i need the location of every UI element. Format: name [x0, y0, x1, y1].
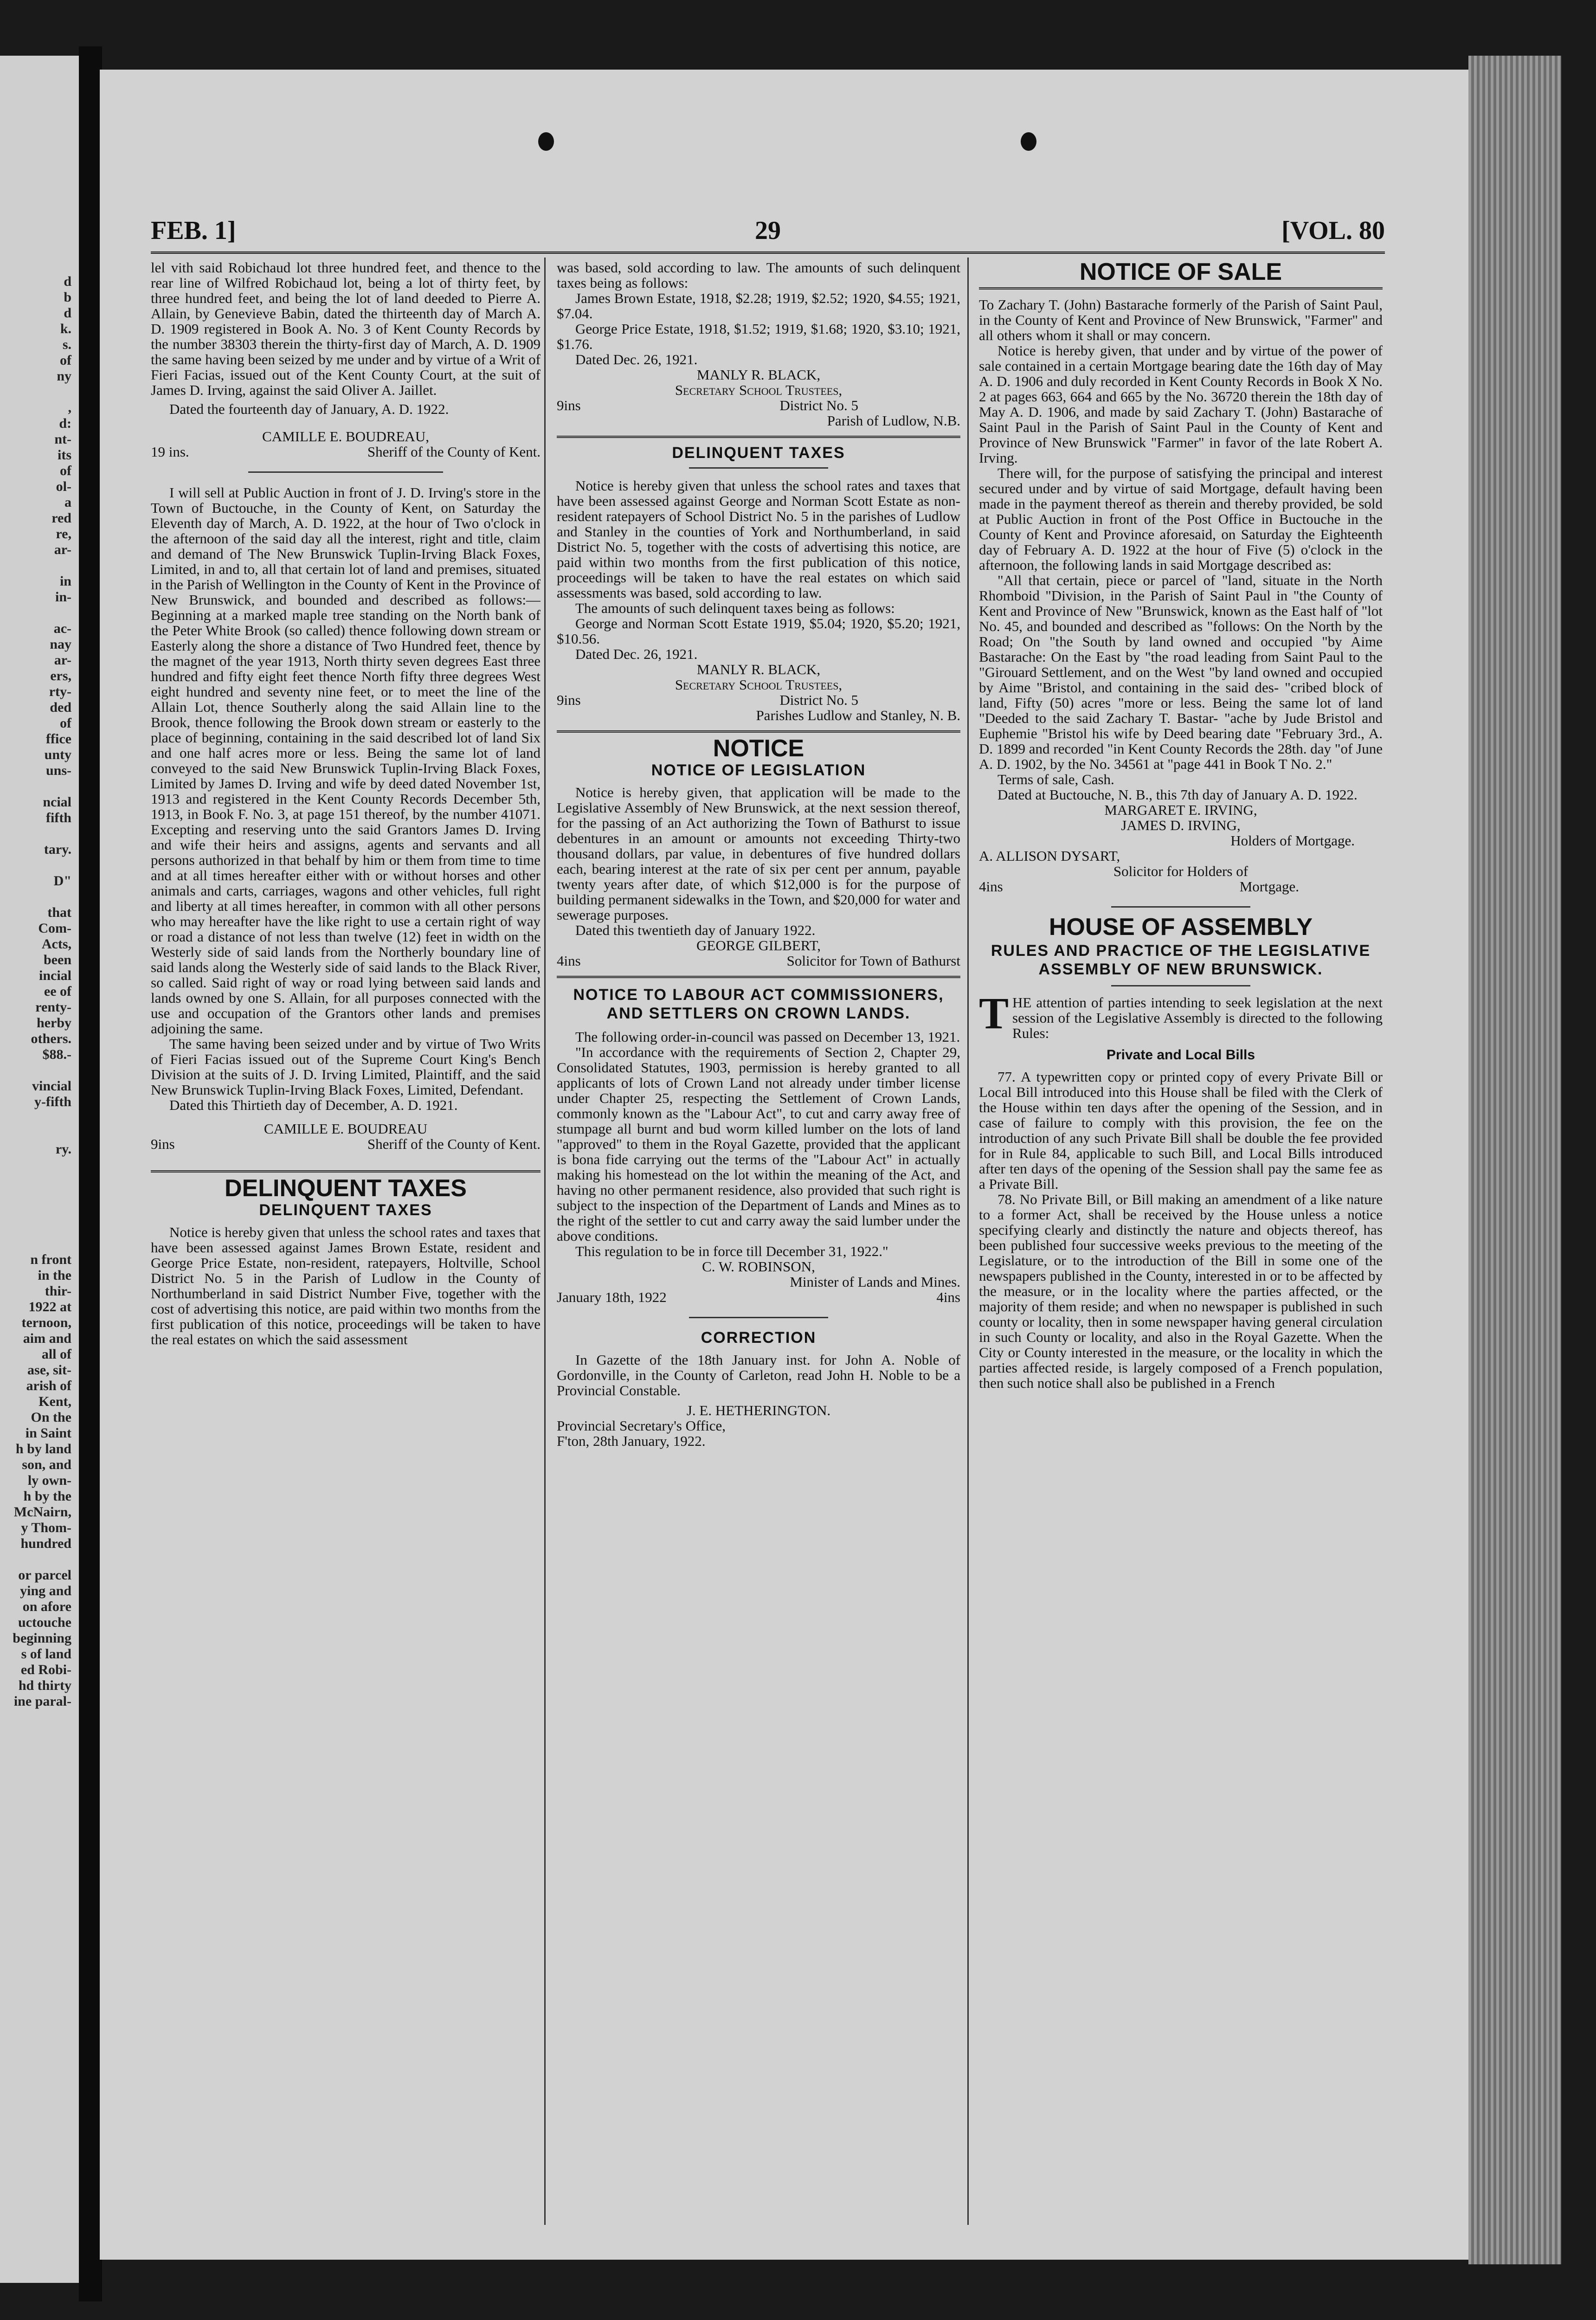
- signature-title: Solicitor for Town of Bathurst: [786, 953, 960, 969]
- adjacent-text-fragment: [0, 558, 79, 574]
- adjacent-text-fragment: s of land: [21, 1646, 71, 1662]
- paragraph: Notice is hereby given that unless the school rates and taxes that have been assessed against James Brown Estate, resident and George Price Estate, non-resident, ratepayers, Holtville, School District No. 5 in the Parish of Ludlow in the County of Northumberland in said District Number Five, together with the cost of advertising this notice, are paid within two months from the first publication of this notice, proceedings will be taken to have the real estates on which the said assessment: [151, 1224, 541, 1347]
- adjacent-text-fragment: unty: [44, 747, 71, 762]
- subheading: RULES AND PRACTICE OF THE LEGISLATIVE ASSEMBLY OF NEW BRUNSWICK.: [991, 942, 1371, 978]
- adjacent-text-fragment: ar-: [54, 542, 71, 557]
- signature-title: Mortgage.: [1239, 878, 1299, 895]
- adjacent-text-fragment: [0, 384, 79, 400]
- signature-name: J. E. HETHERINGTON.: [686, 1402, 831, 1418]
- signature-line: [557, 1289, 960, 1305]
- insertion-count: 9ins: [151, 1136, 175, 1152]
- divider: [557, 730, 960, 733]
- adjacent-text-fragment: ,: [68, 400, 71, 415]
- divider: [248, 471, 443, 473]
- adjacent-text-fragment: d: [64, 305, 71, 321]
- signature-date: F'ton, 28th January, 1922.: [557, 1433, 706, 1449]
- adjacent-text-fragment: re,: [56, 526, 71, 541]
- signature-name: C. W. ROBINSON,: [702, 1258, 815, 1275]
- signature-name: A. ALLISON DYSART,: [979, 848, 1120, 864]
- adjacent-text-fragment: others.: [31, 1031, 71, 1046]
- paragraph: 77. A typewritten copy or printed copy of every Private Bill or Local Bill introduced into this House shall be filed with the Clerk of the House within ten days after the opening of the Session, and in case of failure to comply with this provision, the fee on the introduction of any such Private Bill shall be double the fee provided for in Rule 84, applicable to such Bill, and Local Bills introduced after ten days of the opening of the Session shall pay the same fee as a Private Bill.: [979, 1069, 1383, 1192]
- adjacent-text-fragment: of: [60, 353, 71, 368]
- adjacent-text-fragment: ternoon,: [21, 1315, 71, 1330]
- signature-date: January 18th, 1922: [557, 1289, 667, 1305]
- adjacent-text-fragment: [0, 605, 79, 621]
- signature-district: District No. 5: [779, 692, 858, 708]
- adjacent-text-fragment: herby: [37, 1015, 71, 1031]
- adjacent-text-fragment: h by land: [15, 1441, 71, 1456]
- signature-name: CAMILLE E. BOUDREAU,: [262, 428, 429, 445]
- adjacent-text-fragment: [0, 1157, 79, 1173]
- adjacent-text-fragment: [0, 889, 79, 905]
- adjacent-text-fragment: incial: [39, 968, 71, 983]
- signature-line: [979, 879, 1383, 894]
- page-header: [151, 216, 1385, 248]
- adjacent-text-fragment: ol-: [56, 479, 71, 494]
- adjacent-text-fragment: hundred: [20, 1536, 71, 1551]
- adjacent-text-fragment: in: [59, 574, 71, 589]
- section-heading: DELINQUENT TAXES: [225, 1175, 467, 1202]
- adjacent-text-fragment: Kent,: [39, 1394, 71, 1409]
- signature-name: MANLY R. BLACK,: [696, 661, 821, 677]
- subheading: DELINQUENT TAXES: [259, 1201, 432, 1219]
- signature-title: Holders of Mortgage.: [1230, 832, 1355, 849]
- divider: [557, 436, 960, 438]
- divider: [1111, 985, 1250, 986]
- adjacent-text-fragment: or parcel: [18, 1567, 71, 1583]
- adjacent-text-fragment: ase, sit-: [27, 1362, 71, 1378]
- adjacent-text-fragment: Com-: [38, 921, 71, 936]
- punch-hole: [538, 132, 554, 151]
- adjacent-text-fragment: uctouche: [18, 1615, 71, 1630]
- signature-title: Secretary School Trustees,: [675, 677, 843, 693]
- paragraph: The following order-in-council was passed on December 13, 1921.: [575, 1029, 960, 1045]
- subheading: Private and Local Bills: [1106, 1047, 1255, 1063]
- paragraph: Dated at Buctouche, N. B., this 7th day of January A. D. 1922.: [998, 786, 1358, 803]
- column-2: [557, 260, 960, 2223]
- adjacent-text-fragment: ed Robi-: [20, 1662, 71, 1677]
- adjacent-text-fragment: ee of: [44, 984, 71, 999]
- signature-line: [557, 398, 960, 413]
- adjacent-text-fragment: in the: [38, 1268, 71, 1283]
- adjacent-text-fragment: [0, 1205, 79, 1220]
- paragraph: Dated this Thirtieth day of December, A. D. 1921.: [169, 1097, 458, 1113]
- column-1: [151, 260, 541, 2223]
- adjacent-page-fragment: [0, 56, 79, 2283]
- adjacent-text-fragment: ry.: [55, 1141, 71, 1157]
- paragraph: 78. No Private Bill, or Bill making an amendment of a like nature to a former Act, shall be received by the House unless a notice specifying clearly and distinctly the nature and objects thereof, has been published four successive weeks previous to the meeting of the Legislature, or to the introduction of the Bill in some one of the newspapers published in the County, interested in or to be affected by the measure, or in the locality where the parties affected, or the majority of them reside; and when no newspaper is published in such county or locality, then in some newspaper having general circulation in such County or locality, and also in the Royal Gazette. When the City or County interested in the measure, or the locality in which the parties affected reside, is largely composed of a French population, then such notice shall also be published in a French: [979, 1191, 1383, 1391]
- adjacent-text-fragment: ying and: [20, 1583, 71, 1598]
- adjacent-text-fragment: ncial: [43, 794, 71, 810]
- adjacent-text-fragment: 1922 at: [28, 1299, 71, 1315]
- adjacent-text-fragment: n front: [30, 1252, 71, 1267]
- adjacent-text-fragment: [0, 1126, 79, 1141]
- adjacent-text-fragment: ffice: [46, 731, 71, 747]
- adjacent-text-fragment: aim and: [23, 1331, 71, 1346]
- paragraph: There will, for the purpose of satisfying the principal and interest secured under and by virtue of said Mortgage, default having been made in the payment thereof as therein and thereby provided, be sold at Public Auction in front of the Post Office in Buctouche in the County of Kent and Province aforesaid, on Saturday the Eighteenth day of February A. D. 1922 at the hour of Five (5) o'clock in the afternoon, the following lands in said Mortgage described as:: [979, 465, 1383, 573]
- adjacent-text-fragment: y Thom-: [21, 1520, 71, 1535]
- insertion-count: 19 ins.: [151, 444, 189, 460]
- adjacent-text-fragment: ar-: [54, 652, 71, 668]
- adjacent-text-fragment: McNairn,: [13, 1504, 71, 1520]
- binding-gutter: [79, 46, 102, 2301]
- adjacent-text-fragment: [0, 857, 79, 873]
- adjacent-text-fragment: b: [64, 290, 71, 305]
- adjacent-text-fragment: [0, 826, 79, 842]
- paragraph: To Zachary T. (John) Bastarache formerly of the Parish of Saint Paul, in the County of Kent and Province of New Brunswick, "Farmer" and all others whom it shall or may concern.: [979, 296, 1383, 343]
- adjacent-text-fragment: y-fifth: [34, 1094, 71, 1109]
- adjacent-text-fragment: son, and: [22, 1457, 71, 1472]
- adjacent-text-fragment: arish of: [26, 1378, 71, 1393]
- signature-title: Secretary School Trustees,: [675, 382, 843, 398]
- adjacent-text-fragment: renty-: [35, 999, 71, 1015]
- paragraph: Dated Dec. 26, 1921.: [575, 351, 698, 367]
- paragraph: This regulation to be in force till December 31, 1922.": [575, 1243, 888, 1259]
- insertion-count: 4ins: [979, 878, 1003, 895]
- paragraph: was based, sold according to law. The amounts of such delinquent taxes being as follows:: [557, 260, 960, 291]
- adjacent-text-fragment: [0, 1173, 79, 1189]
- divider: [557, 976, 960, 978]
- signature-parish: Parish of Ludlow, N.B.: [827, 412, 960, 429]
- insertion-count: 4ins: [557, 953, 581, 969]
- divider: [151, 1170, 541, 1173]
- header-rule: [151, 251, 1385, 254]
- signature-name: JAMES D. IRVING,: [1121, 817, 1241, 833]
- adjacent-text-fragment: tary.: [44, 842, 71, 857]
- adjacent-text-fragment: rty-: [49, 684, 71, 699]
- adjacent-text-fragment: [0, 779, 79, 794]
- adjacent-text-fragment: d: [64, 274, 71, 289]
- paragraph: Notice is hereby given, that application will be made to the Legislative Assembly of New Brunswick, at the next session thereof, for the passing of an Act authorizing the Town of Bathurst to issue debentures in an amount or amounts not exceeding Thirty-two thousand dollars, par value, in debentures of five hundred dollars each, bearing interest at the rate of six per cent per annum, payable twenty years after date, of which $12,000 is for the purpose of building permanent sidewalks in the Town, and $20,000 for water and sewerage purposes.: [557, 784, 960, 923]
- signature-title: Provincial Secretary's Office,: [557, 1418, 726, 1434]
- adjacent-text-fragment: [0, 1220, 79, 1236]
- adjacent-text-fragment: been: [44, 952, 71, 967]
- adjacent-text-fragment: red: [51, 510, 71, 526]
- adjacent-text-fragment: fifth: [46, 810, 71, 825]
- signature-name: MARGARET E. IRVING,: [1104, 802, 1257, 818]
- newspaper-page: [100, 70, 1468, 2260]
- signature-district: District No. 5: [779, 397, 858, 413]
- paragraph: HE attention of parties intending to seek legislation at the next session of the Legislative Assembly is directed to the following Rules:: [1012, 994, 1383, 1041]
- adjacent-text-fragment: of: [60, 715, 71, 731]
- subheading: DELINQUENT TAXES: [672, 444, 845, 462]
- adjacent-text-fragment: thir-: [45, 1283, 71, 1299]
- adjacent-text-fragment: beginning: [13, 1630, 71, 1646]
- signature-line: [151, 1136, 541, 1152]
- adjacent-text-fragment: ny: [57, 368, 71, 384]
- adjacent-text-fragment: in Saint: [25, 1425, 71, 1441]
- adjacent-text-fragment: [0, 1110, 79, 1126]
- subheading: NOTICE TO LABOUR ACT COMMISSIONERS, AND SETTLERS ON CROWN LANDS.: [573, 986, 944, 1022]
- adjacent-text-fragment: s.: [62, 337, 71, 352]
- adjacent-text-fragment: that: [47, 905, 71, 920]
- column-3: [979, 260, 1383, 2223]
- adjacent-text-fragment: ers,: [50, 668, 71, 683]
- adjacent-text-fragment: ly own-: [27, 1473, 71, 1488]
- adjacent-text-fragment: uns-: [45, 763, 71, 778]
- page-number: 29: [755, 216, 781, 245]
- paragraph: The amounts of such delinquent taxes being as follows:: [575, 600, 895, 616]
- adjacent-text-fragment: a: [64, 495, 71, 510]
- insertion-count: 4ins: [936, 1289, 960, 1305]
- adjacent-text-fragment: D": [53, 873, 71, 889]
- subheading: NOTICE OF LEGISLATION: [651, 761, 866, 779]
- paragraph: George Price Estate, 1918, $1.52; 1919, $1.68; 1920, $3.10; 1921, $1.76.: [557, 321, 960, 352]
- adjacent-text-fragment: k.: [60, 321, 71, 336]
- adjacent-text-fragment: of: [60, 463, 71, 478]
- adjacent-text-fragment: vincial: [32, 1078, 71, 1094]
- column-divider: [544, 258, 546, 2225]
- adjacent-text-fragment: [0, 1189, 79, 1205]
- header-volume: [VOL. 80: [1281, 216, 1385, 245]
- insertion-count: 9ins: [557, 397, 581, 413]
- adjacent-text-fragment: [0, 1236, 79, 1252]
- signature-line: [557, 692, 960, 708]
- insertion-count: 9ins: [557, 692, 581, 708]
- adjacent-text-fragment: ine paral-: [13, 1694, 71, 1709]
- signature-title: Solicitor for Holders of: [1113, 863, 1248, 879]
- paragraph: Terms of sale, Cash.: [998, 771, 1114, 787]
- paragraph: "In accordance with the requirements of Section 2, Chapter 29, Consolidated Statutes, 1903, permission is hereby granted to all applicants of lots of Crown Land not already under timber license under Chapter 25, respecting the Settlement of Crown Lands, commonly known as the "Labour Act", to cut and carry away free of stumpage all burnt and bud worm killed lumber on the lots of land "approved" to them in the Royal Gazette, provided that the applicant is bona fide carrying out the terms of the "Labour Act" in actually making his homestead on the lot within the meaning of the Act, and having no other permanent residence, also provided that such right is subject to the inspection of the Department of Lands and Mines as to the right of the settler to cut and carry away the said lumber under the above conditions.: [557, 1044, 960, 1244]
- adjacent-text-fragment: in-: [55, 589, 71, 605]
- adjacent-text-fragment: [0, 1552, 79, 1567]
- column-divider: [967, 258, 969, 2225]
- signature-title: Sheriff of the County of Kent.: [367, 444, 541, 460]
- signature-line: [151, 444, 541, 459]
- paragraph: Dated this twentieth day of January 1922.: [575, 922, 816, 938]
- paragraph: James Brown Estate, 1918, $2.28; 1919, $2.52; 1920, $4.55; 1921, $7.04.: [557, 290, 960, 322]
- signature-name: CAMILLE E. BOUDREAU: [264, 1121, 428, 1137]
- paragraph: George and Norman Scott Estate 1919, $5.04; 1920, $5.20; 1921, $10.56.: [557, 615, 960, 647]
- adjacent-text-fragment: all of: [41, 1347, 71, 1362]
- section-heading: HOUSE OF ASSEMBLY: [1049, 914, 1313, 941]
- adjacent-text-fragment: [0, 1063, 79, 1078]
- adjacent-text-fragment: On the: [31, 1410, 71, 1425]
- paragraph: "All that certain, piece or parcel of "land, situate in the North Rhomboid "Division, in the Parish of Saint Paul in "the County of Kent and Province of New "Brunswick, known as the East half of "lot No. 45, and bounded and described as "follows: On the North by the Road; On "the South by land owned and occupied "by Aime Bastarache: On the East by "the road leading from Saint Paul to the "Girouard Settlement, and on the West "by land owned and occupied by Aime "Bristol, and containing in the said des- "cribed block of land, Fifty (50) acres "more or less. Being the same lot of land "Deeded to the said Zachary T. Bastar- "ache by Jude Bristol and Euphemie "Bristol his wife by Deed bearing date "February 3rd., A. D. 1899 and recorded "in Kent County Records the 28th. day "of June A. D. 1902, by the No. 34561 at "page 441 in Book T No. 2.": [979, 572, 1383, 772]
- adjacent-text-fragment: d:: [59, 416, 71, 431]
- divider: [689, 1317, 828, 1318]
- adjacent-text-fragment: its: [58, 447, 71, 463]
- divider: [689, 467, 828, 469]
- divider: [1111, 906, 1250, 908]
- signature-parish: Parishes Ludlow and Stanley, N. B.: [756, 707, 960, 723]
- section-heading: NOTICE OF SALE: [1079, 260, 1282, 285]
- header-date: FEB. 1]: [151, 216, 236, 245]
- adjacent-text-fragment: $88.-: [42, 1047, 71, 1062]
- drop-cap: T: [979, 988, 1009, 1038]
- paragraph: Notice is hereby given that unless the school rates and taxes that have been assessed against George and Norman Scott Estate as non-resident ratepayers of School District No. 5 in the parishes of Ludlow and Stanley in the counties of York and Northumberland, in said District No. 5, together with the costs of advertising this notice, are paid within two months from the first publication of this notice, proceedings will be taken to have the real estates on which said assessments was based, sold according to law.: [557, 477, 960, 601]
- signature-title: Minister of Lands and Mines.: [790, 1274, 960, 1290]
- signature-name: MANLY R. BLACK,: [696, 367, 821, 383]
- adjacent-text-fragment: nt-: [54, 432, 71, 447]
- section-heading: NOTICE: [713, 735, 804, 762]
- adjacent-text-fragment: nay: [50, 637, 71, 652]
- adjacent-text-fragment: ac-: [53, 621, 71, 636]
- signature-title: Sheriff of the County of Kent.: [367, 1136, 541, 1152]
- subheading: CORRECTION: [701, 1329, 817, 1347]
- signature-name: GEORGE GILBERT,: [696, 937, 821, 954]
- divider: [979, 287, 1383, 290]
- punch-hole: [1021, 132, 1036, 151]
- adjacent-text-fragment: Acts,: [41, 936, 71, 952]
- page-stack-edge: [1468, 56, 1561, 2264]
- adjacent-text-fragment: h by the: [23, 1489, 71, 1504]
- paragraph: In Gazette of the 18th January inst. for John A. Noble of Gordonville, in the County of Carleton, read John H. Noble to be a Provincial Constable.: [557, 1352, 960, 1398]
- adjacent-text-fragment: on afore: [22, 1599, 71, 1614]
- paragraph: Notice is hereby given, that under and by virtue of the power of sale contained in a certain Mortgage bearing date the 16th day of May A. D. 1906 and duly recorded in Kent County Records in Book X No. 2 at pages 663, 664 and 665 by the No. 36720 therein the 18th day of May A. D. 1906, and made by said Zachary T. (John) Bastarache of Saint Paul in the Parish of Saint Paul in the County of Kent and Province of New Brunswick "Farmer" in favor of the late Robert A. Irving.: [979, 342, 1383, 466]
- paragraph: lel vith said Robichaud lot three hundred feet, and thence to the rear line of Wilfred Robichaud lot, being a lot of thirty feet, by three hundred feet, and being the lot of land deeded to Pierre A. Allain, by Genevieve Babin, dated the thirteenth day of March A. D. 1909 registered in Book A. No. 3 of Kent County Records by the number 38303 therein the thirty-first day of March, A. D. 1909 the same having been seized by me under and by virtue of a Writ of Fieri Facias, issued out of the Kent County Court, at the suit of James D. Irving, against the said Oliver A. Jaillet.: [151, 260, 541, 398]
- adjacent-text-fragment: ded: [50, 700, 71, 715]
- paragraph: Dated Dec. 26, 1921.: [575, 646, 698, 662]
- adjacent-text-fragment: hd thirty: [18, 1678, 71, 1693]
- paragraph: Dated the fourteenth day of January, A. D. 1922.: [169, 401, 449, 417]
- signature-line: [557, 953, 960, 968]
- paragraph: The same having been seized under and by virtue of Two Writs of Fieri Facias issued out of the Supreme Court King's Bench Division at the suits of J. D. Irving Limited, Plaintiff, and the said New Brunswick Tuplin-Irving Black Foxes, Limited, Defendant.: [151, 1036, 541, 1098]
- paragraph: I will sell at Public Auction in front of J. D. Irving's store in the Town of Buctouche, in the County of Kent, on Saturday the Eleventh day of March, A. D. 1922, at the hour of Two o'clock in the afternoon of the said day all the interest, right and title, claim and demand of The New Brunswick Tuplin-Irving Black Foxes, Limited, in and to, all that certain lot of land and premises, situated in the Parish of Wellington in the County of Kent in the Province of New Brunswick, and bounded and described as follows:—Beginning at a marked maple tree standing on the North bank of the Peter White Brook (so called) thence following down stream or Easterly along the shore a distance of Two Hundred feet, thence by the magnet of the year 1913, North thirty seven degrees East three hundred and fifty eight feet thence North fifty three degrees West eight hundred and seventy nine feet, or to meet the line of the Allain Lot, thence Southerly along the said Allain line to the Brook, thence following the Brook down stream or easterly to the place of beginning, containing in the said described lot of land Six and one half acres more or less. Being the same lot of land conveyed to the said New Brunswick Tuplin-Irving Black Foxes, Limited by James D. Irving and wife by deed dated November 1st, 1913 and registered in the Kent County Records December 5th, 1913, in Book F. No. 3, at page 151 thereof, by the number 41071. Excepting and reserving unto the said Grantors James D. Irving and wife their heirs and assigns, agents and servants and all persons authorized in that behalf by him or them from time to time and at all times hereafter either with or without horses and other animals and carts, carriages, wagons and other vehicles, full right and liberty at all times hereafter, in common with all other persons who may hereafter have the like right to use a certain right of way or road a distance of not less than twelve (12) feet in width on the Westerly side of said lands from the Northerly boundary line of said lands along the Westerly side of said lands to the Black River, so called. Said right of way or road lying between said lands and lands owned by one S. Allain, for all purposes connected with the use and occupation of the Grantors other lands and premises adjoining the same.: [151, 484, 541, 1037]
